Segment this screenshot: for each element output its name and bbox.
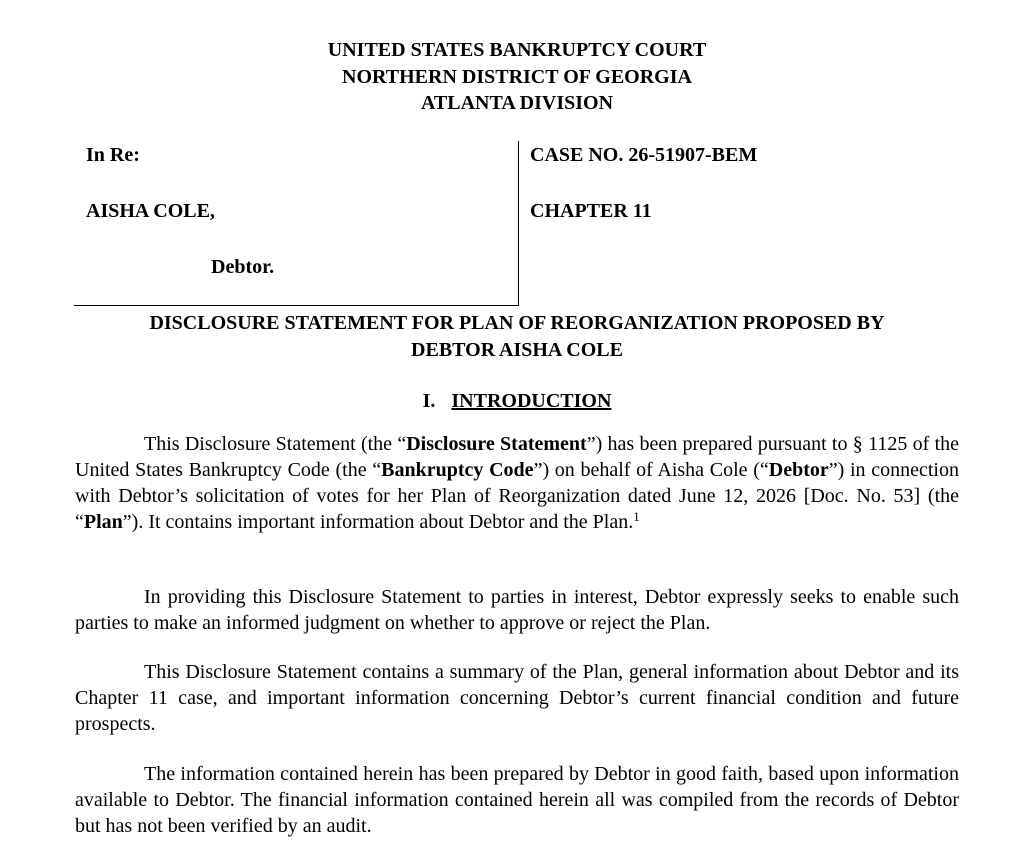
paragraph-1-text-5: ”). It contains important information about Debtor and the Plan. [122,511,634,533]
court-district: NORTHERN DISTRICT OF GEORGIA [342,65,692,88]
caption-case-number: CASE NO. 26-51907-BEM [530,144,758,166]
paragraph-1-text-2: ”) has been prepared pursuant to § 1125 of the United States Bankruptcy Code (the “ [75,433,960,481]
caption-chapter: CHAPTER 11 [530,200,652,222]
document-title [0,310,1024,363]
defined-term-bankruptcy-code: Bankruptcy Code [381,459,534,481]
paragraph-2: In providing this Disclosure Statement to parties in interest, Debtor expressly seeks to enable such parties to make an informed judgment on whether to approve or reject the Plan. [75,586,959,634]
caption-debtor-role: Debtor. [211,256,275,278]
paragraph-1-text-1: This Disclosure Statement (the “ [144,433,407,455]
defined-term-disclosure-statement: Disclosure Statement [406,433,587,455]
paragraph-1 [75,431,959,535]
defined-term-plan: Plan [83,511,123,533]
section-number: I. [422,390,436,412]
paragraph-3: This Disclosure Statement contains a summary of the Plan, general information about Debtor and its Chapter 11 case, and important information concerning Debtor’s current financial condition and future prospects. [75,661,959,735]
defined-term-debtor: Debtor [768,459,829,481]
footnote-reference[interactable]: 1 [633,509,640,524]
court-header [0,37,1024,117]
caption-vertical-rule [518,141,519,306]
caption-in-re: In Re: [86,144,140,166]
caption-horizontal-rule [74,305,519,306]
paragraph-4: The information contained herein has been prepared by Debtor in good faith, based upon information available to Debtor. The financial information contained herein all was compiled from the records of Debtor but has not been verified by an audit. [75,763,959,837]
caption-debtor-name: AISHA COLE, [86,200,215,222]
document-title-line-1: DISCLOSURE STATEMENT FOR PLAN OF REORGANIZATION PROPOSED BY [149,312,885,334]
section-title: INTRODUCTION [451,390,612,412]
court-division: ATLANTA DIVISION [420,92,614,114]
paragraph-1-text-4: ”) in connection with Debtor’s solicitation of votes for her Plan of Reorganization dated June 12, 2026 [Doc. No. 53] (the “ [75,459,959,533]
court-name: UNITED STATES BANKRUPTCY COURT [327,39,707,61]
section-heading [0,389,1024,413]
document-title-line-2: DEBTOR AISHA COLE [411,338,623,361]
paragraph-1-text-3: ”) on behalf of Aisha Cole (“ [533,459,769,481]
